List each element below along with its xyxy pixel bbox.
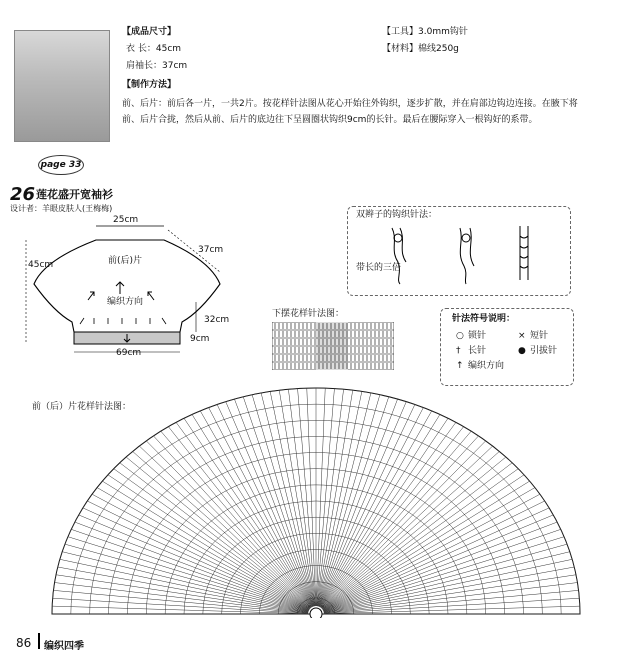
page-number: 86 [16,636,32,650]
panel-label: 前(后)片 [108,256,143,266]
strap-length-label: 带长的三倍 [356,263,402,273]
project-title: 莲花盛开宽袖衫 [36,188,113,201]
main-chart-title: 前（后）片花样针法图： [32,402,132,412]
legend-symbol-slip: ● [518,346,526,356]
tools-spec: 【工具】3.0mm钩针 [382,27,468,37]
hem-chart-title: 下摆花样针法图： [272,309,345,319]
dim-bottom: 69cm [116,348,142,358]
model-photo [14,30,110,142]
size-heading: 【成品尺寸】 [122,27,177,37]
legend-label-direction: 编织方向 [468,361,505,371]
material-spec: 【材料】棉线250g [382,44,459,54]
legend-label-chain: 锁针 [468,331,487,341]
legend-label-dc: 长针 [468,346,487,356]
method-heading: 【制作方法】 [122,80,177,90]
method-paragraph: 前、后片：前后各一片，一共2片。按花样针法图从花心开始往外钩织，逐步扩散，并在肩部边钩边连接。在腋下将前、后片合拢，然后从前、后片的底边往下呈圆圈状钩织9cm的长针。最后在腰际穿入一根钩好的系带。 [122,99,578,125]
book-title: 编织四季 [44,641,84,652]
legend-label-sc: 短针 [530,331,549,341]
main-stitch-chart [48,382,584,618]
dim-side: 32cm [204,315,230,325]
hem-stitch-chart [272,322,394,370]
direction-label: 编织方向 [107,297,144,307]
project-number: 26 [10,184,36,205]
designer-credit: 设计者：羊眼皮肤人(王梅梅) [10,204,113,213]
page-badge: page 33 [38,155,84,175]
dim-top-width: 25cm [113,215,139,225]
legend-symbol-direction: ↑ [456,361,464,371]
sleeve-spec: 肩袖长：37cm [126,61,188,71]
legend-symbol-chain: ○ [456,331,464,341]
dim-sleeve: 37cm [198,245,224,255]
legend-symbol-sc: × [518,331,526,341]
legend-symbol-dc: † [456,346,461,356]
dim-height: 45cm [28,260,54,270]
legend-title: 针法符号说明： [452,314,516,324]
length-spec: 衣 长：45cm [126,44,182,54]
strap-illustration [380,222,560,286]
garment-schematic [20,212,260,362]
dim-band: 9cm [190,334,210,344]
footer-divider [38,633,40,649]
legend-label-slip: 引拔针 [530,346,558,356]
strap-title: 双辫子的钩织针法： [356,210,438,220]
